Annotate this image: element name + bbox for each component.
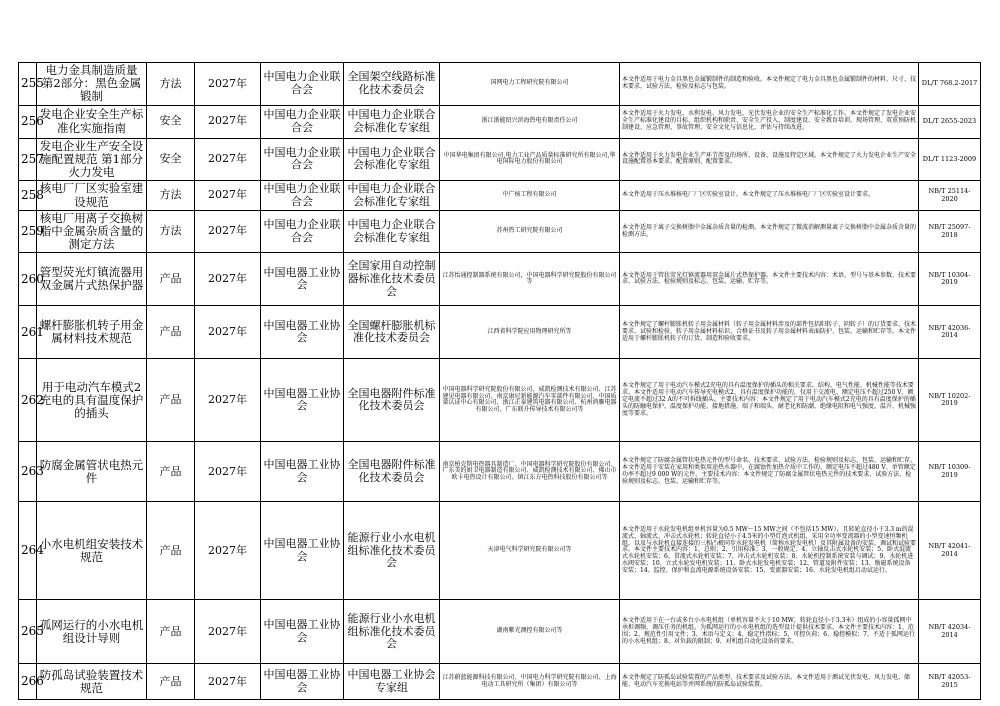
table-row: [19, 253, 981, 306]
scope-description: 本文件适用于火力发电、水利发电、风力发电、光伏发电企业的安全生产标准化工作。本文件规定了发电企业安全生产标准化建设的目标、组织机构和职责、安全生产投入、制度建设、安全教育培训、现场管理、双重预防机制建设、应急管理、事故管理、安全文化与信息化、评估与持续改进。: [620, 105, 919, 138]
standard-name: 小水电机组安装技术规范: [37, 502, 147, 600]
standard-type: 安全: [147, 105, 195, 138]
drafting-organizations: 国网电力工程研究院有限公司: [440, 63, 620, 106]
responsible-association: 中国电器工业协会: [261, 306, 344, 359]
plan-year: 2027年: [195, 442, 261, 502]
standard-name: 管型荧光灯镇流器用双金属片式热保护器: [37, 253, 147, 306]
drafting-organizations: 江西省科学院应用物理研究所等: [440, 306, 620, 359]
drafting-organizations: 江苏蔚蓝能源科技有限公司、中国电力科学研究院有限公司、上海电动工具研究所（集团）有限公司等: [440, 664, 620, 700]
drafting-organizations: 中国电器科学研究院股份有限公司、威凯检测技术有限公司、江苏建见电器有限公司、南京康尼新能源汽车零部件有限公司、中国质量认证中心有限公司、浙江正泰建筑电器有限公司、杭州鸿雁电器有限公司、广东联升传导技术有限公司等: [440, 359, 620, 442]
scope-description: 本文件适用于管状荧光灯镇流器用双金属片式热保护器。本文件主要技术内容：术语、型号与基本参数、技术要求、试验方法、检验规则及标志、包装、运输、贮存等。: [620, 253, 919, 306]
responsible-association: 中国电器工业协会: [261, 253, 344, 306]
row-number: 265: [19, 600, 37, 664]
row-number: 257: [19, 138, 37, 181]
drafting-organizations: 苏州热工研究院有限公司: [440, 210, 620, 253]
drafting-organizations: 南京柏克斯电热器具制造厂、中国电器科学研究院股份有限公司、广东美的厨卫电器制造有限公司、威凯检测技术有限公司、佛山市欧卡电热设计有限公司、镇江东方电热科技股份有限公司等: [440, 442, 620, 502]
responsible-association: 中国电力企业联合会: [261, 138, 344, 181]
replaced-standard-code: NB/T 42041-2014: [919, 502, 981, 600]
table-row: [19, 502, 981, 600]
scope-description: 本文件规定了螺杆膨胀机转子用金属材料（转子用金属材料涉及的部件包括阳转子、阴转子）的订货要求、技术要求、试验和检验，转子用金属材料标识、合格证书及转子用金属材料表面防护、包装、运输和贮存等。本文件适用于螺杆膨胀机转子的订货、制造和验收要求。: [620, 306, 919, 359]
responsible-association: 中国电力企业联合会: [261, 181, 344, 210]
standard-type: 产品: [147, 253, 195, 306]
row-number: 258: [19, 181, 37, 210]
replaced-standard-code: NB/T 42053-2015: [919, 664, 981, 700]
plan-year: 2027年: [195, 253, 261, 306]
responsible-association: 中国电器工业协会: [261, 600, 344, 664]
standard-type: 产品: [147, 306, 195, 359]
technical-committee: 全国螺杆膨胀机标准化技术委员会: [344, 306, 440, 359]
technical-committee: 中国电器工业协会专家组: [344, 664, 440, 700]
table-row: [19, 210, 981, 253]
standard-name: 螺杆膨胀机转子用金属材料技术规范: [37, 306, 147, 359]
drafting-organizations: 江苏怡通控制器系统有限公司，中国电器科学研究院股份有限公司等: [440, 253, 620, 306]
scope-description: 本文件规定了防腐金属管状电热元件的型号命名、技术要求、试验方法、检验规则及标志、包装、运输和贮存。本文件适用于安装在家用和类似用途热水器中、在腐蚀性加热介质中工作的、额定电压不超过480 V、单管额定功率不超过9 000 W的元件。主要技术内容：本文件规定了防腐金属管状电热元件的技术要求、试验方法、检验规则及标志、包装、运输和贮存等。: [620, 442, 919, 502]
scope-description: 本文件适用于电力金具黑色金属锻制件的制造和验收。本文件规定了电力金具黑色金属锻制件的材料、尺寸、技术要求、试验方法、检验及标志与包装。: [620, 63, 919, 106]
technical-committee: 中国电力企业联合会标准化专家组: [344, 105, 440, 138]
standard-name: 防腐金属管状电热元件: [37, 442, 147, 502]
responsible-association: 中国电力企业联合会: [261, 210, 344, 253]
row-number: 260: [19, 253, 37, 306]
scope-description: 本文件适用于在一台或多台小水电机组（单机容量不大于10 MW，转轮直径小于3.3米）组成的小容量孤网中承担调频、调压任务的机组。为孤网运行的小水电机组的选型设计提供技术要求。本文件主要技术内容：1、范围；2、规范性引用文件；3、术语与定义；4、稳定性指标；5、可控负荷；6、稳控模拟；7、不适于孤网运行的小水电机组；8、对负载的限制；9、对机组自动化设备的要求。: [620, 600, 919, 664]
table-row: [19, 359, 981, 442]
technical-committee: 全国家用自动控制器标准化技术委员会: [344, 253, 440, 306]
table-row: [19, 105, 981, 138]
standard-type: 产品: [147, 502, 195, 600]
plan-year: 2027年: [195, 664, 261, 700]
standard-name: 核电厂用离子交换树脂中金属杂质含量的测定方法: [37, 210, 147, 253]
plan-year: 2027年: [195, 138, 261, 181]
responsible-association: 中国电力企业联合会: [261, 63, 344, 106]
replaced-standard-code: DL/T 1123-2009: [919, 138, 981, 181]
standards-table: [18, 62, 981, 700]
plan-year: 2027年: [195, 600, 261, 664]
standard-type: 方法: [147, 181, 195, 210]
responsible-association: 中国电器工业协会: [261, 502, 344, 600]
standard-name: 孤网运行的小水电机组设计导则: [37, 600, 147, 664]
drafting-organizations: 浙江浙能绍兴滨海热电有限责任公司: [440, 105, 620, 138]
technical-committee: 中国电力企业联合会标准化专家组: [344, 210, 440, 253]
technical-committee: 能源行业小水电机组标准化技术委员会: [344, 600, 440, 664]
row-number: 262: [19, 359, 37, 442]
drafting-organizations: 中广核工程有限公司: [440, 181, 620, 210]
technical-committee: 全国电器附件标准化技术委员会: [344, 359, 440, 442]
replaced-standard-code: NB/T 42036-2014: [919, 306, 981, 359]
plan-year: 2027年: [195, 210, 261, 253]
replaced-standard-code: NB/T 10304-2019: [919, 253, 981, 306]
responsible-association: 中国电器工业协会: [261, 442, 344, 502]
scope-description: 本文件适用于压水堆核电厂厂区实验室设计。本文件规定了压水堆核电厂厂区实验室设计要求。: [620, 181, 919, 210]
standard-type: 安全: [147, 138, 195, 181]
standard-type: 方法: [147, 63, 195, 106]
table-row: [19, 600, 981, 664]
table-row: [19, 664, 981, 700]
drafting-organizations: 天津电气科学研究院有限公司等: [440, 502, 620, 600]
technical-committee: 能源行业小水电机组标准化技术委员会: [344, 502, 440, 600]
responsible-association: 中国电器工业协会: [261, 359, 344, 442]
responsible-association: 中国电器工业协会: [261, 664, 344, 700]
standard-name: 防孤岛试验装置技术规范: [37, 664, 147, 700]
technical-committee: 中国电力企业联合会标准化专家组: [344, 181, 440, 210]
scope-description: 本文件适用于火力发电企业生产环节涉及的场所、设备、设施及特定区域。本文件规定了火力发电企业生产安全设施配置基本要求、配置原则、配置要求。: [620, 138, 919, 181]
standard-name: 用于电动汽车模式2充电的具有温度保护的插头: [37, 359, 147, 442]
row-number: 261: [19, 306, 37, 359]
row-number: 255: [19, 63, 37, 106]
replaced-standard-code: DL/T 768.2-2017: [919, 63, 981, 106]
scope-description: 本文件规定了用于电动汽车模式2充电的具有温度保护的插头的相关要求。结构、电气性能、机械性能等技术要求。本文件适用于电动汽车传导充电模式2、具有温度保护功能的，仅用于交流电、额定电压不超过250 V、额定电流不超过32 A的不可拆线插头。主要技术内容：本文件规定了用于电动汽车模式2充电的具有温度保护的插头的防触电保护、温度保护功能、接地措施、端子和端头、耐老化和防潮、绝缘电阻和电气强度、温升、机械强度等要求。: [620, 359, 919, 442]
standard-name: 发电企业安全生产标准化实施指南: [37, 105, 147, 138]
plan-year: 2027年: [195, 359, 261, 442]
table-row: [19, 442, 981, 502]
table-row: [19, 138, 981, 181]
standard-type: 产品: [147, 664, 195, 700]
standard-type: 产品: [147, 359, 195, 442]
plan-year: 2027年: [195, 502, 261, 600]
plan-year: 2027年: [195, 105, 261, 138]
row-number: 259: [19, 210, 37, 253]
technical-committee: 全国架空线路标准化技术委员会: [344, 63, 440, 106]
replaced-standard-code: DL/T 2655-2023: [919, 105, 981, 138]
replaced-standard-code: NB/T 42034-2014: [919, 600, 981, 664]
standard-name: 核电厂厂区实验室建设规范: [37, 181, 147, 210]
replaced-standard-code: NB/T 10309-2019: [919, 442, 981, 502]
standard-type: 方法: [147, 210, 195, 253]
plan-year: 2027年: [195, 63, 261, 106]
standard-name: 发电企业生产安全设施配置规范 第1部分火力发电: [37, 138, 147, 181]
responsible-association: 中国电力企业联合会: [261, 105, 344, 138]
plan-year: 2027年: [195, 181, 261, 210]
table-row: [19, 306, 981, 359]
row-number: 256: [19, 105, 37, 138]
table-row: [19, 63, 981, 106]
scope-description: 本文件适用于水轮发电机组单机容量为0.5 MW～15 MW之间（不包括15 MW），且转轮直径小于3.3 m的混流式、轴流式、冲击式水轮机；转轮直径小于4.5米的小型灯泡式机组，采用全功率变流器的小型变速恒频机组，以及与水轮机直接连接的三相凸极同步水轮发电机（简称水轮发电机）及其附属设备的安装、调试和试验要求。本文件主要技术内容：1、总则；2、引用标准；3、一般规定；4、立轴反击式水轮机安装；5、卧式混流式水轮机安装；6、贯流式水轮机安装；7、冲击式水轮机安装；8、水轮机控制系统安装与调试；9、水轮机进水阀安装；10、立式水轮发电机安装；11、卧式水轮发电机安装；12、管道及附件安装；13、励磁系统设备安装；14、监控、保护和直流电源系统设备安装；15、变流器安装；16、水轮发电机组启动试运行。: [620, 502, 919, 600]
standard-type: 产品: [147, 600, 195, 664]
standard-name: 电力金具制造质量 第2部分：黑色金属锻制: [37, 63, 147, 106]
drafting-organizations: 中国华电集团有限公司,电力工业产品质量标准研究所有限公司,华电国际电力股份有限公司: [440, 138, 620, 181]
technical-committee: 全国电器附件标准化技术委员会: [344, 442, 440, 502]
replaced-standard-code: NB/T 25097-2018: [919, 210, 981, 253]
technical-committee: 中国电力企业联合会标准化专家组: [344, 138, 440, 181]
table-row: [19, 181, 981, 210]
scope-description: 本文件规定了防孤岛试验装置的产品类型、技术要求及试验方法。本文件适用于测试光伏发电、风力发电、储能、电动汽车充换电站等并网系统的防孤岛试验装置。: [620, 664, 919, 700]
standard-type: 产品: [147, 442, 195, 502]
row-number: 264: [19, 502, 37, 600]
drafting-organizations: 湖南紫光测控有限公司等: [440, 600, 620, 664]
plan-year: 2027年: [195, 306, 261, 359]
row-number: 266: [19, 664, 37, 700]
scope-description: 本文件适用于离子交换树脂中金属杂质含量的检测。本文件规定了微波消解测量离子交换树脂中金属杂质含量的检测方法。: [620, 210, 919, 253]
replaced-standard-code: NB/T 10202-2019: [919, 359, 981, 442]
row-number: 263: [19, 442, 37, 502]
replaced-standard-code: NB/T 25114-2020: [919, 181, 981, 210]
